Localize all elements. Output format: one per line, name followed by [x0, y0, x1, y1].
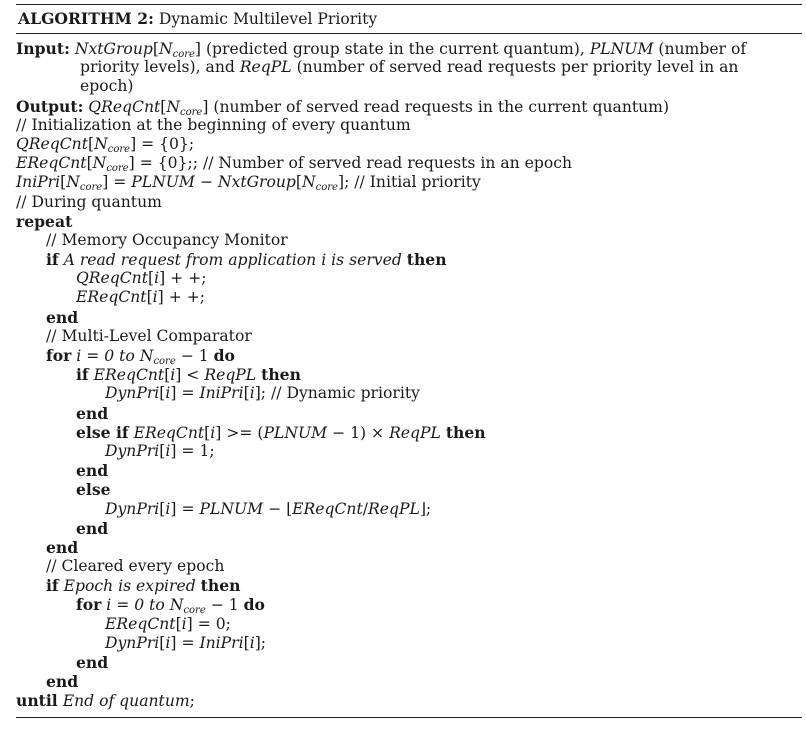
end-else: end	[76, 518, 109, 538]
end-else-if: end	[76, 461, 109, 481]
until-line: until End of quantum;	[16, 691, 195, 711]
dynpri-assign-2: DynPri[i] = 1;	[105, 441, 215, 460]
algorithm-body	[16, 34, 802, 711]
end-for-comparator: end	[46, 537, 79, 557]
repeat-keyword: repeat	[16, 211, 73, 231]
ereqcnt-init: $EReqCnt[N_{core}] = \{0\}$;; // Number of served read requests in an epoch	[16, 154, 573, 175]
caption-label: ALGORITHM 2:	[18, 9, 154, 28]
comment-cleared: // Cleared every epoch	[46, 557, 225, 576]
algorithm-box	[16, 4, 802, 718]
end-if-monitor: end	[46, 307, 79, 327]
dynpri-assign-3: DynPri[i] = PLNUM − ⌊EReqCnt/ReqPL⌋;	[105, 499, 432, 518]
input-line-1: Input: $NxtGroup[N_{core}]$ (predicted group state in the current quantum), PLNUM (number of	[16, 39, 747, 60]
inipri-init: $IniPri[N_{core}]$ = PLNUM − $NxtGroup[N_{core}]$; // Initial priority	[16, 173, 481, 194]
ereqcnt-incr: EReqCnt[i] + +;	[76, 288, 206, 307]
comment-during: // During quantum	[16, 192, 162, 211]
bottom-rule	[16, 717, 802, 718]
algorithm-caption	[16, 5, 802, 33]
end-if-1: end	[76, 403, 109, 423]
else-line: else	[76, 480, 111, 500]
qreqcnt-incr: QReqCnt[i] + +;	[76, 269, 207, 288]
input-line-2: priority levels), and ReqPL (number of served read requests per priority level in an	[80, 58, 739, 77]
for-loop-clear: for i = 0 to $N_{core} - 1$ do	[76, 595, 265, 617]
if-read-served: if A read request from application i is served then	[46, 250, 447, 270]
input-line-3: epoch)	[80, 77, 134, 96]
dynpri-assign-1: DynPri[i] = IniPri[i]; // Dynamic priority	[105, 384, 420, 403]
comment-init: // Initialization at the beginning of every quantum	[16, 115, 411, 134]
dynpri-reset: DynPri[i] = IniPri[i];	[105, 633, 267, 652]
comment-comparator: // Multi-Level Comparator	[46, 326, 252, 345]
output-line: Output: $QReqCnt[N_{core}]$ (number of served read requests in the current quantum)	[16, 96, 670, 118]
end-if-epoch: end	[46, 672, 79, 692]
caption-title: Dynamic Multilevel Priority	[158, 10, 378, 28]
comment-monitor: // Memory Occupancy Monitor	[46, 230, 288, 249]
else-if-line: else if EReqCnt[i] >= (PLNUM − 1) × ReqPL then	[76, 422, 486, 442]
end-for-clear: end	[76, 653, 109, 672]
if-less-than: if EReqCnt[i] < ReqPL then	[76, 365, 301, 385]
for-loop-comparator: for i = 0 to $N_{core} - 1$ do	[46, 346, 235, 367]
ereqcnt-reset: EReqCnt[i] = 0;	[105, 614, 231, 633]
qreqcnt-init: $QReqCnt[N_{core}] = \{0\}$;	[16, 134, 195, 155]
if-epoch-expired: if Epoch is expired then	[46, 576, 241, 596]
